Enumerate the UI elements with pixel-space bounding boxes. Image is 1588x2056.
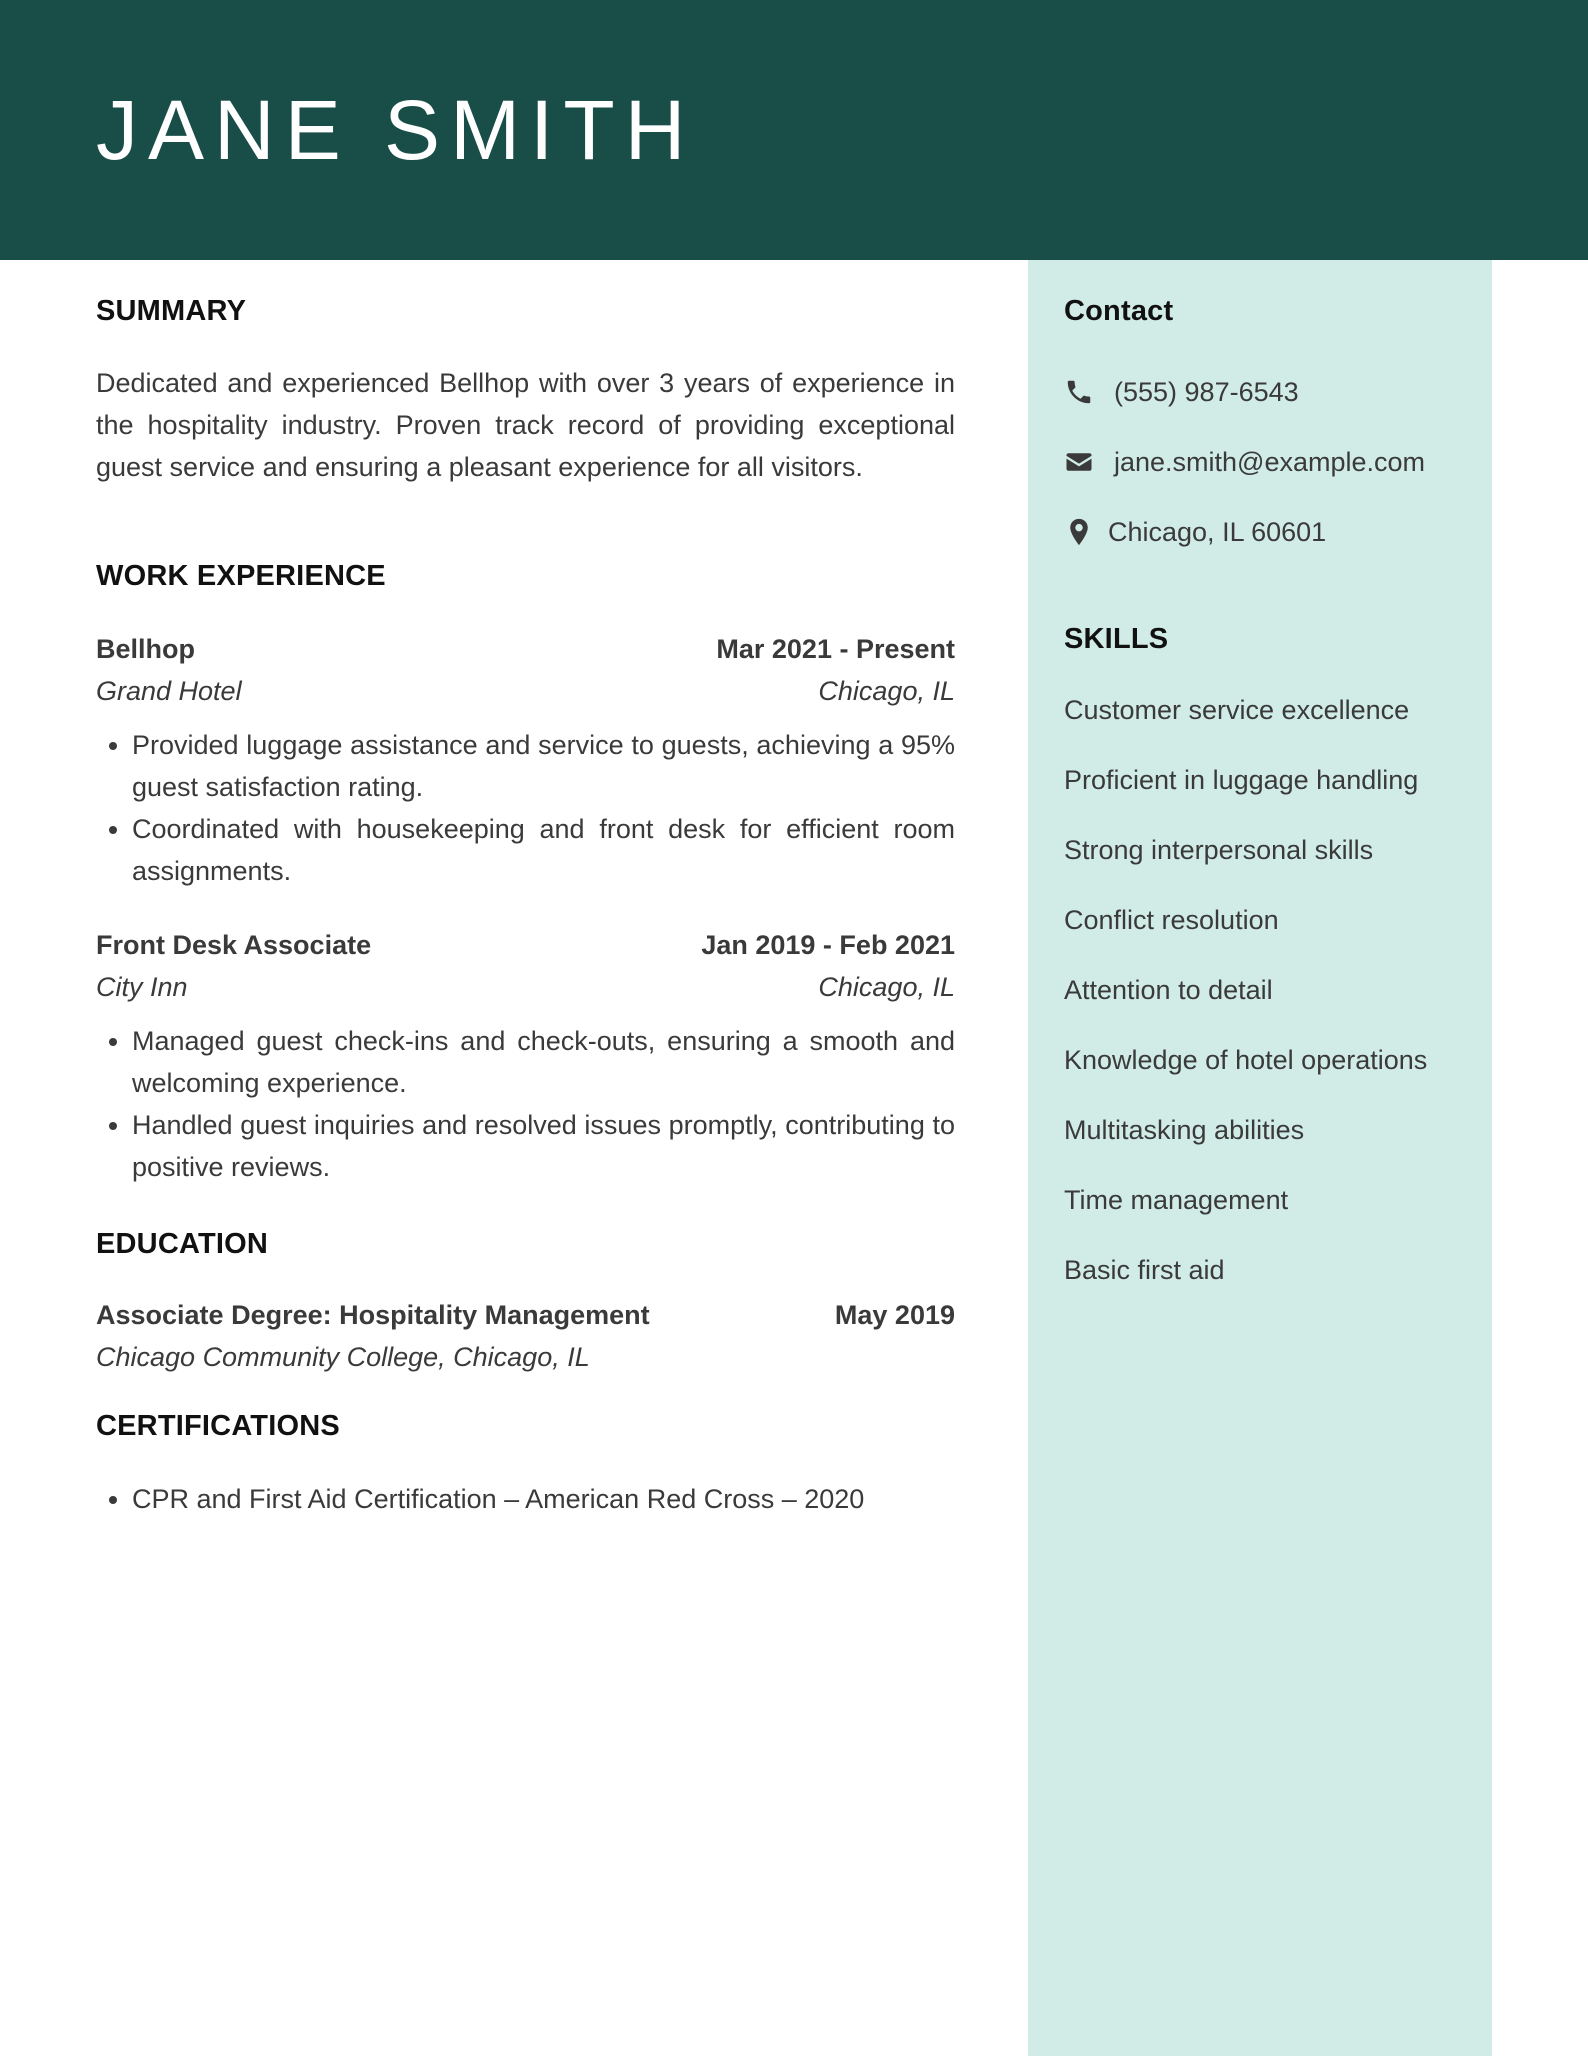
skill-item: Basic first aid [1064, 1255, 1225, 1285]
candidate-name: JANE SMITH [96, 83, 696, 177]
summary-heading: SUMMARY [96, 295, 247, 327]
contact-phone [1064, 374, 1299, 410]
bullet-item: • Handled guest inquiries and resolved issues promptly, contributing to positive reviews. [132, 1104, 955, 1188]
job-bullets [96, 724, 955, 892]
phone-number[interactable]: (555) 987-6543 [1114, 377, 1299, 407]
job-dates: Jan 2019 - Feb 2021 [701, 930, 955, 960]
skill-item: Multitasking abilities [1064, 1115, 1305, 1145]
contact-location [1064, 514, 1326, 550]
degree-title: Associate Degree: Hospitality Management [96, 1300, 650, 1330]
skill-item: Time management [1064, 1185, 1289, 1215]
location-text: Chicago, IL 60601 [1108, 517, 1327, 547]
skill-item: Customer service excellence [1064, 695, 1410, 725]
job-title: Front Desk Associate [96, 930, 372, 960]
job-entry [96, 628, 955, 892]
job-location: Chicago, IL [818, 972, 955, 1002]
bullet-item: • Managed guest check-ins and check-outs, ensuring a smooth and welcoming experience. [132, 1020, 955, 1104]
contact-email [1064, 444, 1425, 480]
phone-icon [1064, 377, 1094, 407]
skill-item: Attention to detail [1064, 975, 1273, 1005]
graduation-date: May 2019 [834, 1300, 955, 1330]
job-dates: Mar 2021 - Present [716, 634, 955, 664]
skills-heading: SKILLS [1064, 623, 1169, 655]
skill-item: Proficient in luggage handling [1064, 765, 1419, 795]
certification-item: • CPR and First Aid Certification – American Red Cross – 2020 [132, 1478, 955, 1520]
skill-item: Conflict resolution [1064, 905, 1279, 935]
skill-item: Strong interpersonal skills [1064, 835, 1374, 865]
map-pin-icon [1064, 517, 1094, 547]
bullet-item: • Provided luggage assistance and service to guests, achieving a 95% guest satisfaction rating. [132, 724, 955, 808]
job-bullets [96, 1020, 955, 1188]
job-title: Bellhop [96, 634, 195, 664]
education-entry [96, 1294, 955, 1378]
skill-item: Knowledge of hotel operations [1064, 1045, 1428, 1075]
company-name: City Inn [96, 972, 188, 1002]
bullet-item: • Coordinated with housekeeping and front desk for efficient room assignments. [132, 808, 955, 892]
envelope-icon [1064, 447, 1094, 477]
header-banner [0, 0, 1588, 260]
contact-heading: Contact [1064, 295, 1174, 327]
email-address[interactable]: jane.smith@example.com [1114, 447, 1426, 477]
sidebar [1028, 260, 1492, 2056]
school-name: Chicago Community College, Chicago, IL [96, 1342, 590, 1372]
certifications-list [96, 1478, 955, 1520]
job-location: Chicago, IL [818, 676, 955, 706]
education-heading: EDUCATION [96, 1228, 269, 1260]
certifications-heading: CERTIFICATIONS [96, 1410, 340, 1442]
summary-text: Dedicated and experienced Bellhop with over 3 years of experience in the hospitality industry. Proven track record of providing exceptional guest service and ensuring a pleasant experience for all visitors. [96, 368, 955, 482]
company-name: Grand Hotel [96, 676, 242, 706]
job-entry [96, 924, 955, 1188]
work-experience-heading: WORK EXPERIENCE [96, 560, 386, 592]
